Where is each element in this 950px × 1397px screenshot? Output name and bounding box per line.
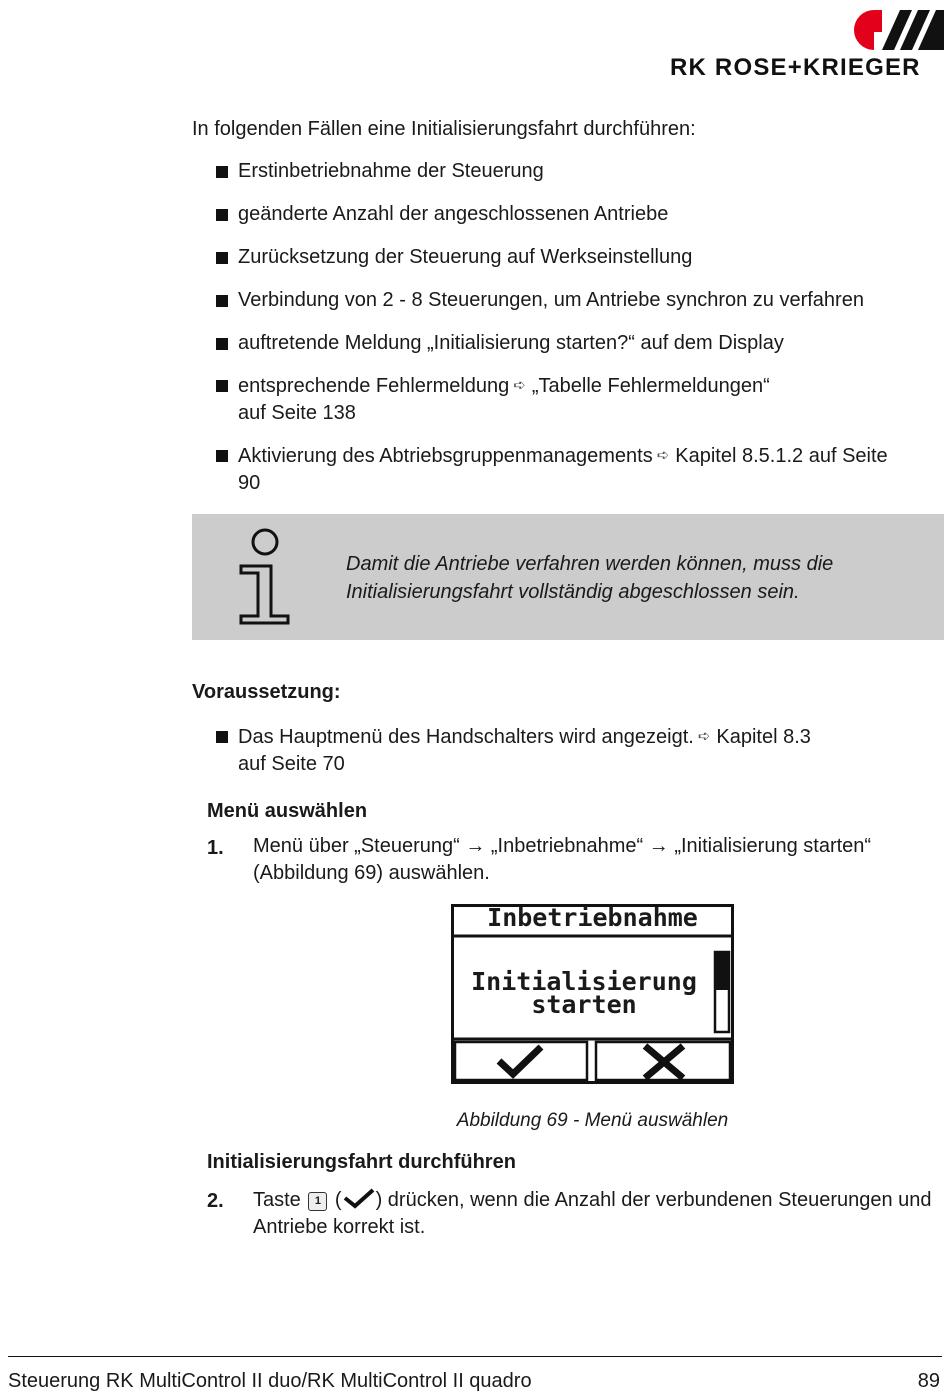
brand-name: RK ROSE+KRIEGER <box>670 54 921 81</box>
intro-text: In folgenden Fällen eine Initialisierungsfahrt durchführen: <box>192 118 696 140</box>
cross-reference-link[interactable]: „Tabelle Fehlermeldungen“ <box>531 375 770 397</box>
step-number: 1. <box>207 837 224 859</box>
lcd-line-2: starten <box>531 990 637 1019</box>
footer-title: Steuerung RK MultiControl II duo/RK MultiControl II quadro <box>8 1370 532 1392</box>
rk-logo-icon <box>852 8 944 52</box>
list-item: geänderte Anzahl der angeschlossenen Antriebe <box>238 203 669 225</box>
bullet-icon <box>216 209 228 221</box>
info-icon <box>236 528 294 626</box>
lcd-scrollbar <box>715 952 729 990</box>
reference-arrow-icon: ➪ <box>656 447 670 464</box>
prerequisite-text: Das Hauptmenü des Handschalters wird angezeigt. <box>238 726 694 748</box>
key-1-icon: 1 <box>308 1192 327 1211</box>
section-heading-init: Initialisierungsfahrt durchführen <box>207 1151 516 1173</box>
bullet-icon <box>216 731 228 743</box>
bullet-icon <box>216 252 228 264</box>
cross-reference-link[interactable]: Kapitel 8.3 <box>716 726 811 748</box>
list-item: Zurücksetzung der Steuerung auf Werkseinstellung <box>238 246 693 268</box>
footer-divider <box>8 1356 942 1357</box>
check-icon <box>342 1187 376 1209</box>
list-item: Erstinbetriebnahme der Steuerung <box>238 160 544 182</box>
cross-reference-page[interactable]: auf Seite 70 <box>238 753 345 775</box>
step-text: Taste 1 ( ) drücken, wenn die Anzahl der verbundenen Steuerungen und Antriebe korrekt ist. <box>253 1189 932 1238</box>
figure-caption: Abbildung 69 - Menü auswählen <box>456 1110 729 1131</box>
reference-arrow-icon: ➪ <box>697 728 711 745</box>
list-item: Verbindung von 2 - 8 Steuerungen, um Antriebe synchron zu verfahren <box>238 289 864 311</box>
cross-reference-page[interactable]: 90 <box>238 472 261 494</box>
bullet-icon <box>216 380 228 392</box>
step-number: 2. <box>207 1190 224 1212</box>
list-item-text: entsprechende Fehlermeldung <box>238 375 510 397</box>
bullet-icon <box>216 295 228 307</box>
step-suffix: ) drücken, wenn die Anzahl der verbundenen Steuerungen und Antriebe korrekt ist. <box>253 1189 932 1238</box>
reference-arrow-icon: ➪ <box>513 377 526 394</box>
list-item: auftretende Meldung „Initialisierung starten?“ auf dem Display <box>238 332 784 354</box>
step-prefix: Taste <box>253 1189 301 1211</box>
cross-reference-link[interactable]: Kapitel 8.5.1.2 auf Seite <box>675 445 888 467</box>
lcd-line-1: Initialisierung <box>471 967 697 996</box>
lcd-title: Inbetriebnahme <box>487 903 698 932</box>
info-note-text: Damit die Antriebe verfahren werden können, muss die Initialisierungsfahrt vollständig abgeschlossen sein. <box>346 553 834 603</box>
prerequisite-item <box>238 723 938 778</box>
bullet-icon <box>216 450 228 462</box>
list-item-text: Aktivierung des Abtriebsgruppenmanagements <box>238 445 653 467</box>
page-number: 89 <box>917 1370 940 1392</box>
bullet-icon <box>216 338 228 350</box>
cross-reference-page[interactable]: auf Seite 138 <box>238 402 356 424</box>
list-item <box>238 442 938 497</box>
section-heading-menu: Menü auswählen <box>207 800 368 822</box>
list-item <box>238 372 938 427</box>
bullet-icon <box>216 166 228 178</box>
step-text: Menü über „Steuerung“ → „Inbetriebnahme“ → „Initialisierung starten“ (Abbildung 69) auswählen. <box>253 835 872 884</box>
prerequisite-heading: Voraussetzung: <box>192 681 341 703</box>
